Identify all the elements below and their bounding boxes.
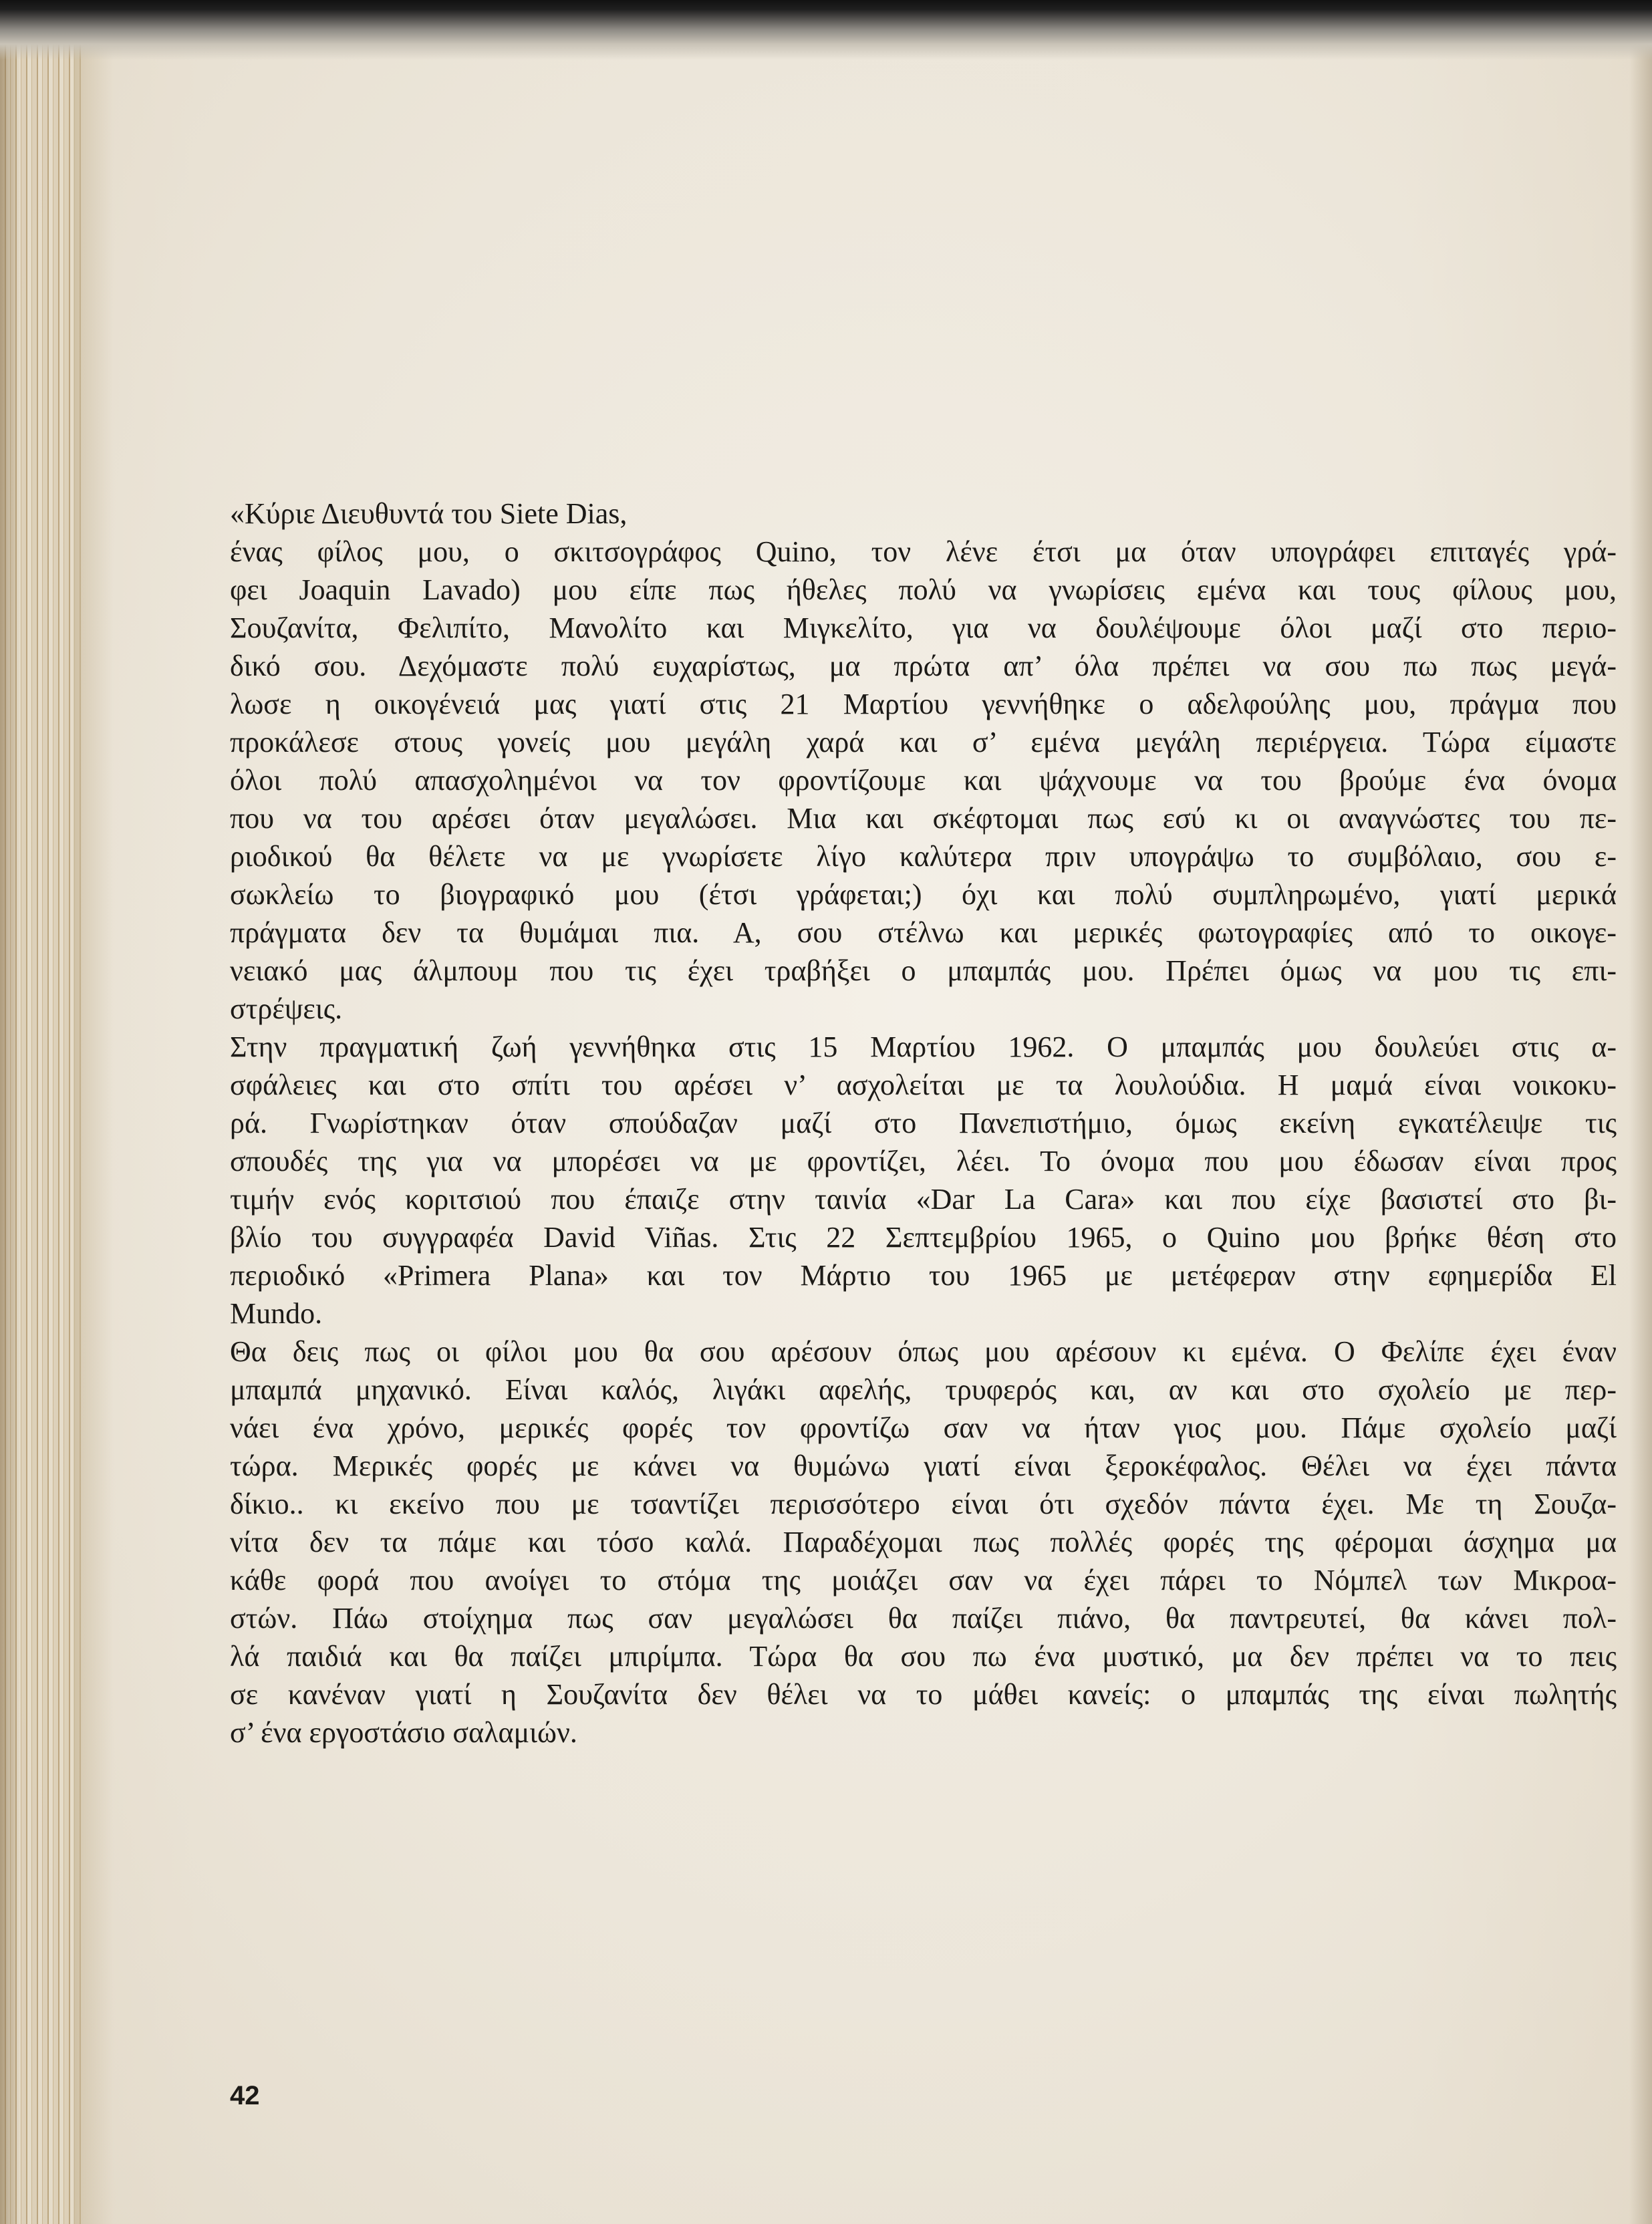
- scan-top-border: [0, 0, 1652, 60]
- right-page-shadow: [1629, 40, 1652, 2224]
- text-line: δικό σου. Δεχόμαστε πολύ ευχαρίστως, μα πρώτα απ’ όλα πρέπει να σου πω πως μεγά-: [230, 650, 1617, 682]
- text-line: κάθε φορά που ανοίγει το στόμα της μοιάζει σαν να έχει πάρει το Νόμπελ των Μικροα-: [230, 1564, 1617, 1596]
- text-line: που να του αρέσει όταν μεγαλώσει. Μια και σκέφτομαι πως εσύ κι οι αναγνώστες του πε-: [230, 802, 1617, 835]
- paragraph: [230, 1028, 1617, 1333]
- paragraph-salutation: [230, 495, 1617, 533]
- text-line: περιοδικό «Primera Plana» και τον Μάρτιο του 1965 με μετέφεραν στην εφημερίδα El: [230, 1259, 1617, 1292]
- text-line: δίκιο.. κι εκείνο που με τσαντίζει περισσότερο είναι ότι σχεδόν πάντα έχει. Με τη Σουζα-: [230, 1488, 1617, 1520]
- text-line: βλίο του συγγραφέα David Viñas. Στις 22 Σεπτεμβρίου 1965, ο Quino μου βρήκε θέση στο: [230, 1221, 1617, 1254]
- text-line: ένας φίλος μου, ο σκιτσογράφος Quino, τον λένε έτσι μα όταν υπογράφει επιταγές γρά-: [230, 535, 1617, 568]
- text-line: λωσε η οικογένειά μας γιατί στις 21 Μαρτίου γεννήθηκε ο αδελφούλης μου, πράγμα που: [230, 688, 1617, 720]
- letter-body: [230, 495, 1617, 1752]
- text-line: μπαμπά μηχανικό. Είναι καλός, λιγάκι αφελής, τρυφερός και, αν και στο σχολείο με περ-: [230, 1373, 1617, 1406]
- text-line: Θα δεις πως οι φίλοι μου θα σου αρέσουν όπως μου αρέσουν κι εμένα. Ο Φελίπε έχει έναν: [230, 1335, 1617, 1368]
- text-line: σφάλειες και στο σπίτι του αρέσει ν’ ασχολείται με τα λουλούδια. Η μαμά είναι νοικοκυ-: [230, 1069, 1617, 1101]
- text-line: Mundo.: [230, 1297, 323, 1330]
- text-line: σπουδές της για να μπορέσει να με φροντίζει, λέει. Το όνομα που μου έδωσαν είναι προς: [230, 1145, 1617, 1177]
- text-line: λά παιδιά και θα παίζει μπιρίμπα. Τώρα θα σου πω ένα μυστικό, μα δεν πρέπει να το πεις: [230, 1640, 1617, 1673]
- text-line: «Κύριε Διευθυντά του Siete Dias,: [230, 497, 628, 530]
- text-line: Σουζανίτα, Φελιπίτο, Μανολίτο και Μιγκελίτο, για να δουλέψουμε όλοι μαζί στο περιο-: [230, 611, 1617, 644]
- text-line: όλοι πολύ απασχολημένοι να τον φροντίζουμε και ψάχνουμε να του βρούμε ένα όνομα: [230, 764, 1617, 797]
- text-line: σε κανέναν γιατί η Σουζανίτα δεν θέλει να το μάθει κανείς: ο μπαμπάς της είναι πωλητής: [230, 1678, 1617, 1711]
- page-number: 42: [230, 2081, 260, 2110]
- text-line: σωκλείω το βιογραφικό μου (έτσι γράφεται;) όχι και πολύ συμπληρωμένο, γιατί μερικά: [230, 878, 1617, 911]
- text-line: στών. Πάω στοίχημα πως σαν μεγαλώσει θα παίζει πιάνο, θα παντρευτεί, θα κάνει πολ-: [230, 1602, 1617, 1635]
- text-line: νειακό μας άλμπουμ που τις έχει τραβήξει ο μπαμπάς μου. Πρέπει όμως να μου τις επι-: [230, 954, 1617, 987]
- text-line: προκάλεσε στους γονείς μου μεγάλη χαρά και σ’ εμένα μεγάλη περιέργεια. Τώρα είμαστε: [230, 726, 1617, 758]
- text-line: νάει ένα χρόνο, μερικές φορές τον φροντίζω σαν να ήταν γιος μου. Πάμε σχολείο μαζί: [230, 1411, 1617, 1444]
- text-line: Στην πραγματική ζωή γεννήθηκα στις 15 Μαρτίου 1962. Ο μπαμπάς μου δουλεύει στις α-: [230, 1030, 1617, 1063]
- page-edge-shadow: [74, 40, 114, 2224]
- text-line: τώρα. Μερικές φορές με κάνει να θυμώνω γιατί είναι ξεροκέφαλος. Θέλει να έχει πάντα: [230, 1449, 1617, 1482]
- text-line: ρά. Γνωρίστηκαν όταν σπούδαζαν μαζί στο Πανεπιστήμιο, όμως εκείνη εγκατέλειψε τις: [230, 1107, 1617, 1139]
- text-line: ριοδικού θα θέλετε να με γνωρίσετε λίγο καλύτερα πριν υπογράψω το συμβόλαιο, σου ε-: [230, 840, 1617, 873]
- paragraph: [230, 533, 1617, 1028]
- text-line: πράγματα δεν τα θυμάμαι πια. Α, σου στέλνω και μερικές φωτογραφίες από το οικογε-: [230, 916, 1617, 949]
- text-line: φει Joaquin Lavado) μου είπε πως ήθελες πολύ να γνωρίσεις εμένα και τους φίλους μου,: [230, 573, 1617, 606]
- text-line: τιμήν ενός κοριτσιού που έπαιζε στην ταινία «Dar La Cara» και που είχε βασιστεί στο βι-: [230, 1183, 1617, 1216]
- text-line: σ’ ένα εργοστάσιο σαλαμιών.: [230, 1716, 577, 1749]
- paragraph: [230, 1333, 1617, 1752]
- text-line: νίτα δεν τα πάμε και τόσο καλά. Παραδέχομαι πως πολλές φορές της φέρομαι άσχημα μα: [230, 1526, 1617, 1558]
- text-line: στρέψεις.: [230, 992, 343, 1025]
- stacked-page-edges: [0, 40, 82, 2224]
